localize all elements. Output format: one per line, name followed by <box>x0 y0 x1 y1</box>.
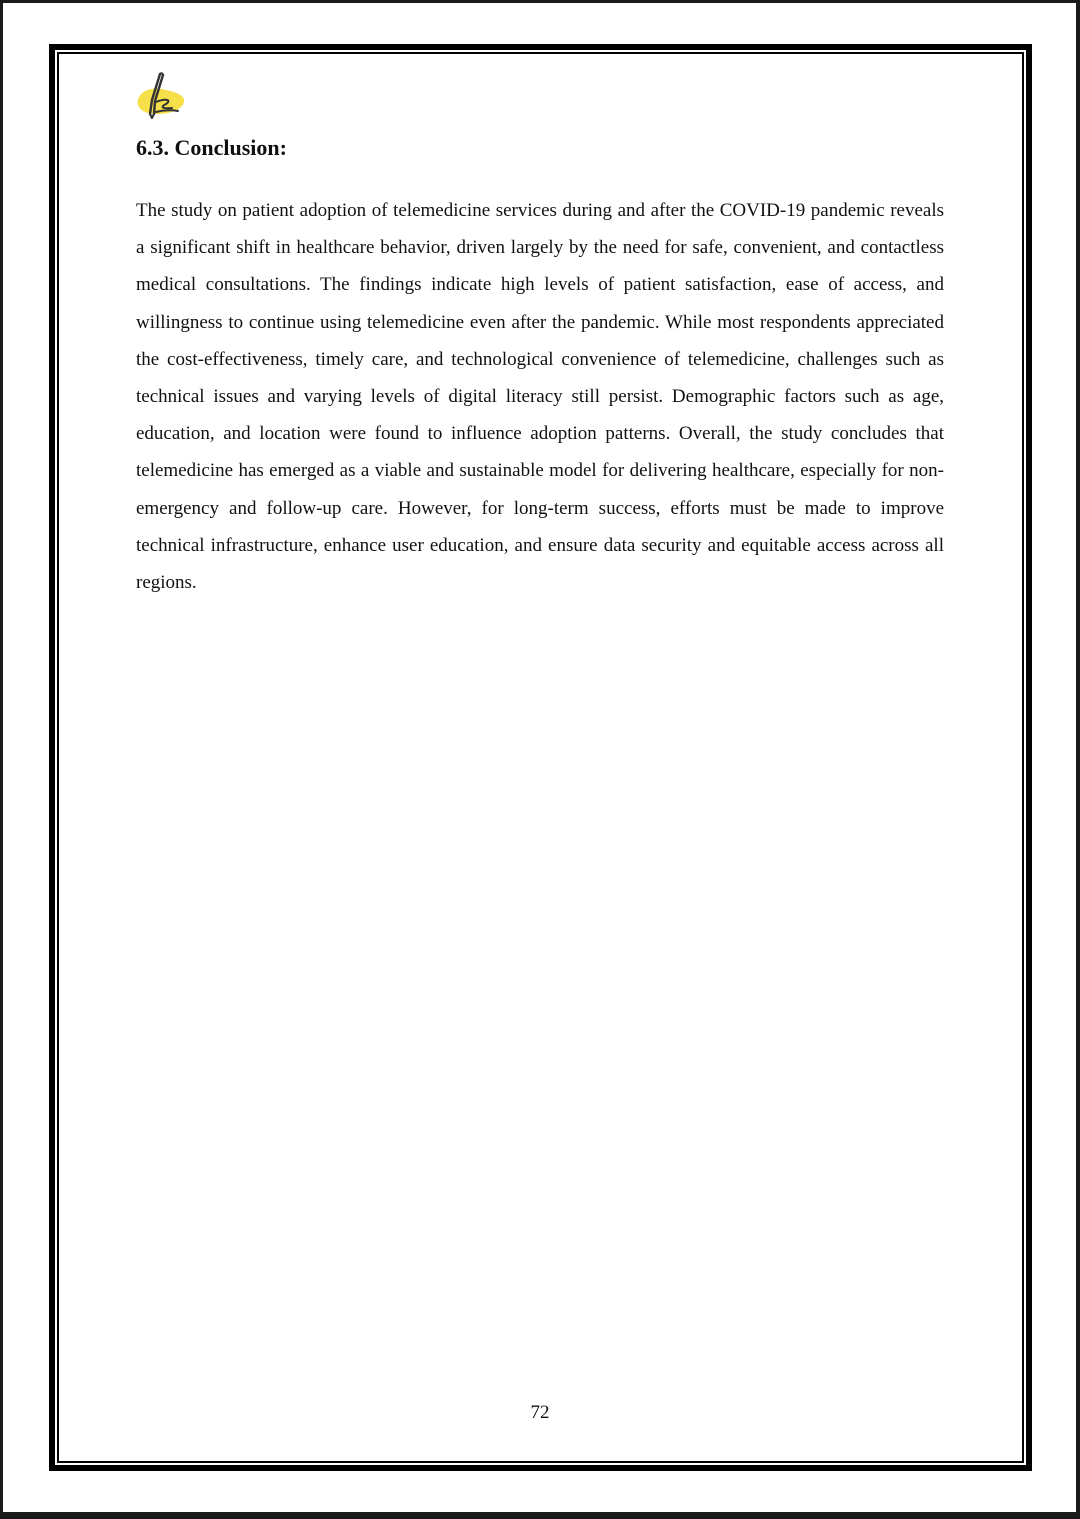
page-number: 72 <box>530 1402 550 1423</box>
section-heading: 6.3. Conclusion: <box>136 135 287 160</box>
pen-writing-icon <box>132 70 190 120</box>
body-paragraph: The study on patient adoption of telemedicine services during and after the COVID-19 pandemic reveals a significant shift in healthcare behavior, driven largely by the need for safe, convenient, and contactless medical consultations. The findings indicate high levels of patient satisfaction, ease of access, and willingness to continue using telemedicine even after the pandemic. While most respondents appreciated the cost-effectiveness, timely care, and technological convenience of telemedicine, challenges such as technical issues and varying levels of digital literacy still persist. Demographic factors such as age, education, and location were found to influence adoption patterns. Overall, the study concludes that telemedicine has emerged as a viable and sustainable model for delivering healthcare, especially for non-emergency and follow-up care. However, for long-term success, efforts must be made to improve technical infrastructure, enhance user education, and ensure data security and equitable access across all regions. <box>136 200 944 594</box>
